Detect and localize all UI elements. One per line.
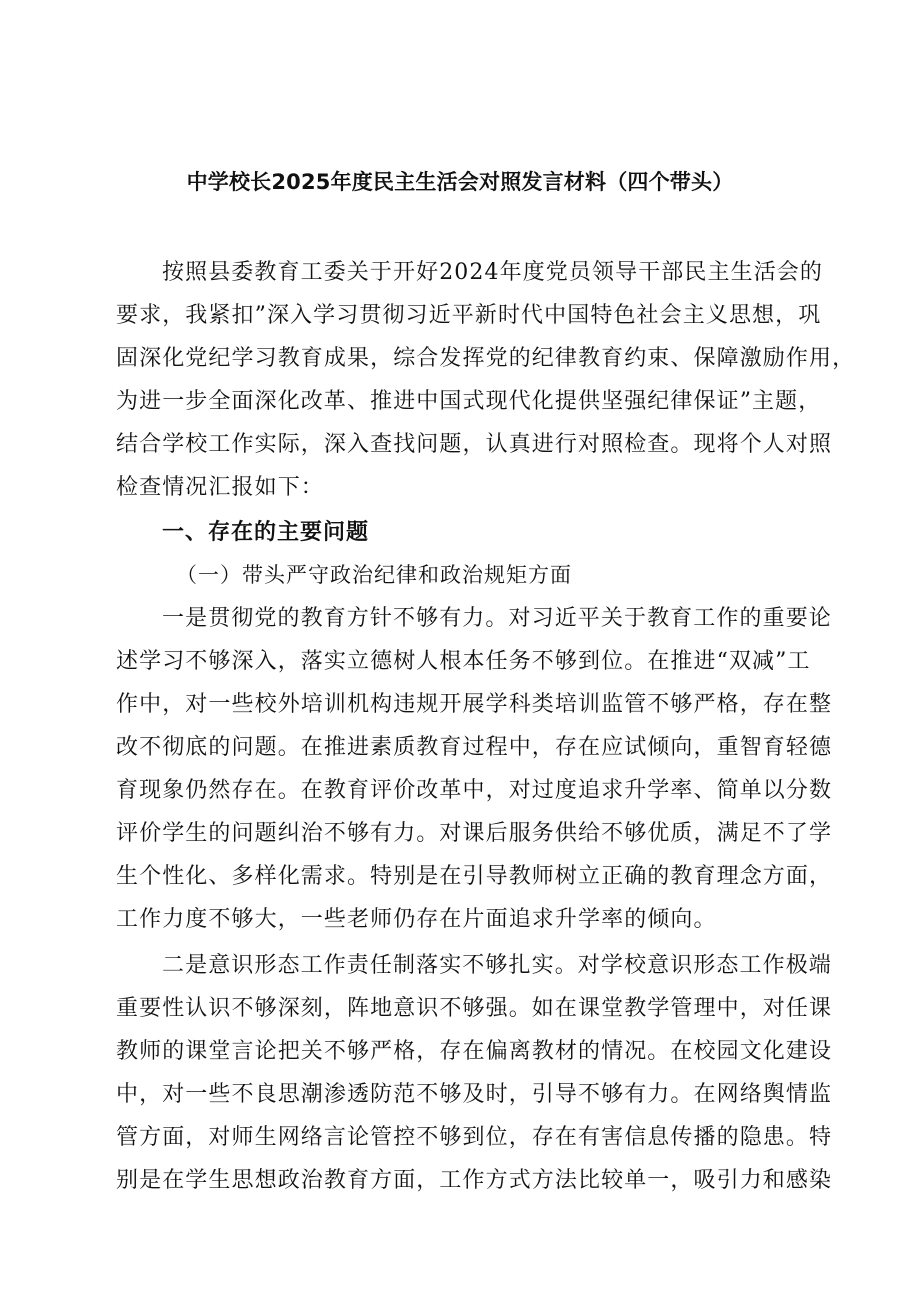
paragraph-line: 教师的课堂言论把关不够严格，存在偏离教材的情况。在校园文化建设 — [116, 1039, 833, 1064]
intro-line: 固深化党纪学习教育成果，综合发挥党的纪律教育约束、保障激励作用， — [116, 346, 856, 371]
paragraph-line: 一是贯彻党的教育方针不够有力。对习近平关于教育工作的重要论 — [162, 606, 832, 631]
intro-line: 要求，我紧扣”深入学习贯彻习近平新时代中国特色社会主义思想，巩 — [116, 303, 822, 328]
paragraph-line: 中，对一些不良思潮渗透防范不够及时，引导不够有力。在网络舆情监 — [116, 1082, 833, 1107]
intro-line: 检查情况汇报如下： — [116, 475, 324, 500]
document-title: 中学校长2025年度民主生活会对照发言材料（四个带头） — [186, 170, 734, 194]
section-heading: 一、存在的主要问题 — [162, 520, 370, 545]
intro-line: 按照县委教育工委关于开好2024年度党员领导干部民主生活会的 — [162, 260, 823, 285]
intro-line: 结合学校工作实际，深入查找问题，认真进行对照检查。现将个人对照 — [116, 432, 833, 457]
paragraph-line: 作中，对一些校外培训机构违规开展学科类培训监管不够严格，存在整 — [116, 692, 833, 717]
paragraph-line: 改不彻底的问题。在推进素质教育过程中，存在应试倾向，重智育轻德 — [116, 735, 833, 760]
intro-line: 为进一步全面深化改革、推进中国式现代化提供坚强纪律保证”主题， — [116, 389, 822, 414]
paragraph-line: 管方面，对师生网络言论管控不够到位，存在有害信息传播的隐患。特 — [116, 1125, 833, 1150]
paragraph-line: 工作力度不够大，一些老师仍存在片面追求升学率的倾向。 — [116, 907, 717, 932]
paragraph-line: 育现象仍然存在。在教育评价改革中，对过度追求升学率、简单以分数 — [116, 778, 833, 803]
paragraph-line: 二是意识形态工作责任制落实不够扎实。对学校意识形态工作极端 — [162, 953, 832, 978]
paragraph-line: 生个性化、多样化需求。特别是在引导教师树立正确的教育理念方面， — [116, 864, 833, 889]
paragraph-line: 评价学生的问题纠治不够有力。对课后服务供给不够优质，满足不了学 — [116, 821, 833, 846]
subsection-heading: （一）带头严守政治纪律和政治规矩方面 — [176, 563, 572, 587]
paragraph-line: 别是在学生思想政治教育方面，工作方式方法比较单一，吸引力和感染 — [116, 1168, 833, 1193]
paragraph-line: 述学习不够深入，落实立德树人根本任务不够到位。在推进“双减”工 — [116, 649, 811, 674]
paragraph-line: 重要性认识不够深刻，阵地意识不够强。如在课堂教学管理中，对任课 — [116, 996, 833, 1021]
